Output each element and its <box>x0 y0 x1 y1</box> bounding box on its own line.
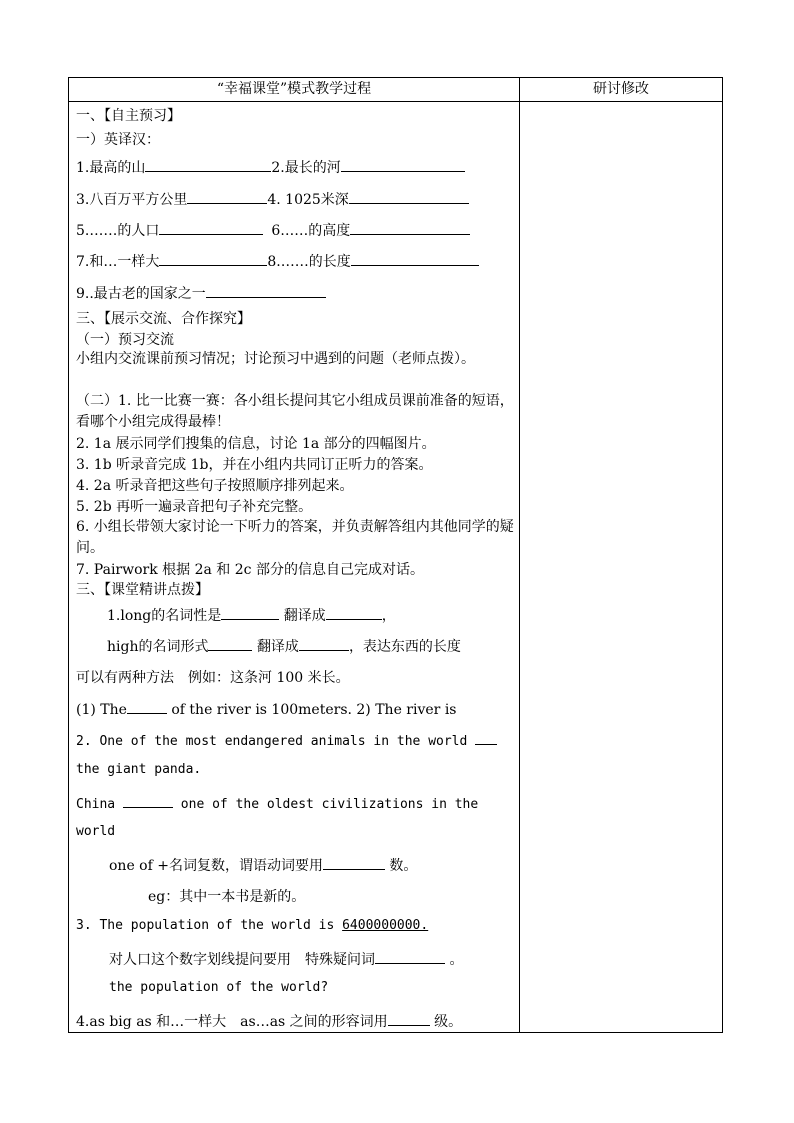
answer-blank <box>388 1011 430 1026</box>
explain-text: 2. One of the most endangered animals in the world <box>76 734 468 749</box>
exchange-step-5: 5. 2b 再听一遍录音把句子补充完整。 <box>76 499 313 515</box>
vocab-item: 6……的高度 <box>271 223 351 239</box>
vocab-row-5 <box>76 283 326 303</box>
answer-blank <box>187 189 267 204</box>
vocab-row-3 <box>76 220 470 240</box>
answer-blank <box>123 793 173 808</box>
vocab-item: 9..最古老的国家之一 <box>76 286 206 302</box>
explain-row-10: eg：其中一本书是新的。 <box>148 889 306 905</box>
answer-blank <box>323 855 385 870</box>
exchange-step-6: 6. 小组长带领大家讨论一下听力的答案，并负责解答组内其他同学的疑问。 <box>76 519 514 556</box>
answer-blank <box>326 605 382 620</box>
vocab-row-4 <box>76 251 479 271</box>
exchange-paragraph-2: （二）1. 比一比赛一赛：各小组长提问其它小组成员课前准备的短语，看哪个小组完成得最棒！ <box>76 393 514 430</box>
vocab-row-1 <box>76 157 465 177</box>
explain-row-14 <box>76 1011 462 1031</box>
answer-blank <box>475 730 497 745</box>
exchange-step-2: 2. 1a 展示同学们搜集的信息，讨论 1a 部分的四幅图片。 <box>76 436 436 452</box>
answer-blank <box>159 220 263 235</box>
answer-blank <box>127 699 167 714</box>
section-preview-sub: 一）英译汉： <box>76 132 160 148</box>
exchange-step-4: 4. 2a 听录音把这些句子按照顺序排列起来。 <box>76 478 354 494</box>
section-exchange-sub1: （一）预习交流 <box>76 332 174 348</box>
section-explain-title: 三、【课堂精讲点拨】 <box>76 582 209 598</box>
answer-blank <box>159 251 267 266</box>
vocab-item: 3.八百万平方公里 <box>76 192 188 208</box>
vocab-row-2 <box>76 189 469 209</box>
explain-text: 级。 <box>429 1014 463 1030</box>
explain-row-11 <box>76 918 428 933</box>
underlined-number: 6400000000. <box>342 918 429 933</box>
answer-blank <box>206 283 326 298</box>
explain-text: 对人口这个数字划线提问要用 特殊疑问词 <box>109 952 375 968</box>
explain-text: 3. The population of the world is <box>76 918 343 933</box>
answer-blank <box>350 220 470 235</box>
explain-row-1 <box>107 605 396 625</box>
vocab-item: 7.和…一样大 <box>76 254 160 270</box>
explain-text: one of +名词复数，谓语动词要用 <box>109 858 323 874</box>
header-teaching-process: “幸福课堂”模式教学过程 <box>216 81 372 97</box>
explain-row-7 <box>76 793 478 812</box>
explain-row-3: 可以有两种方法 例如：这条河 100 米长。 <box>76 670 350 686</box>
answer-blank <box>349 189 469 204</box>
explain-text: 1.long的名词性是 <box>107 608 222 624</box>
answer-blank <box>375 949 445 964</box>
explain-text: 数。 <box>384 858 418 874</box>
exchange-paragraph-1: 小组内交流课前预习情况；讨论预习中遇到的问题（老师点拨）。 <box>76 351 475 367</box>
explain-text: high的名词形式 <box>107 639 209 655</box>
explain-row-6: the giant panda. <box>76 762 202 777</box>
answer-blank <box>299 636 349 651</box>
explain-text: of the river is 100meters. 2) The river is <box>166 702 457 718</box>
vocab-item: 8.……的长度 <box>267 254 351 270</box>
explain-text: 翻译成 <box>283 608 326 624</box>
explain-text: ，表达东西的长度 <box>348 639 461 655</box>
explain-text: 翻译成 <box>256 639 299 655</box>
answer-blank <box>208 636 252 651</box>
exchange-step-7: 7. Pairwork 根据 2a 和 2c 部分的信息自己完成对话。 <box>76 562 424 578</box>
header-revision: 研讨修改 <box>593 81 649 97</box>
explain-row-2 <box>107 636 461 656</box>
explain-text: 。 <box>445 952 464 968</box>
explain-text: 4.as big as 和…一样大 as…as 之间的形容词用 <box>76 1014 388 1030</box>
section-exchange-title: 三、【展示交流、合作探究】 <box>76 311 251 327</box>
explain-row-4 <box>76 699 456 718</box>
explain-text: one of the oldest civilizations in the <box>172 797 479 812</box>
explain-text: China <box>76 797 116 812</box>
vocab-item: 4. 1025米深 <box>267 192 349 208</box>
answer-blank <box>145 157 271 172</box>
explain-row-13: the population of the world? <box>109 980 329 995</box>
header-divider <box>69 101 722 102</box>
vocab-item: 1.最高的山 <box>76 160 146 176</box>
explain-row-8: world <box>76 824 116 839</box>
answer-blank <box>341 157 465 172</box>
answer-blank <box>221 605 279 620</box>
explain-row-12 <box>109 949 463 969</box>
vocab-item: 5.……的人口 <box>76 223 160 239</box>
explain-text: (1) The <box>76 702 127 718</box>
lesson-plan-table <box>68 77 723 1033</box>
explain-row-5 <box>76 730 497 749</box>
column-divider <box>519 78 520 1032</box>
section-preview-title: 一、【自主预习】 <box>76 108 181 124</box>
explain-text: ， <box>381 608 396 624</box>
answer-blank <box>351 251 479 266</box>
exchange-step-3: 3. 1b 听录音完成 1b，并在小组内共同订正听力的答案。 <box>76 457 433 473</box>
vocab-item: 2.最长的河 <box>271 160 341 176</box>
explain-row-9 <box>109 855 417 875</box>
